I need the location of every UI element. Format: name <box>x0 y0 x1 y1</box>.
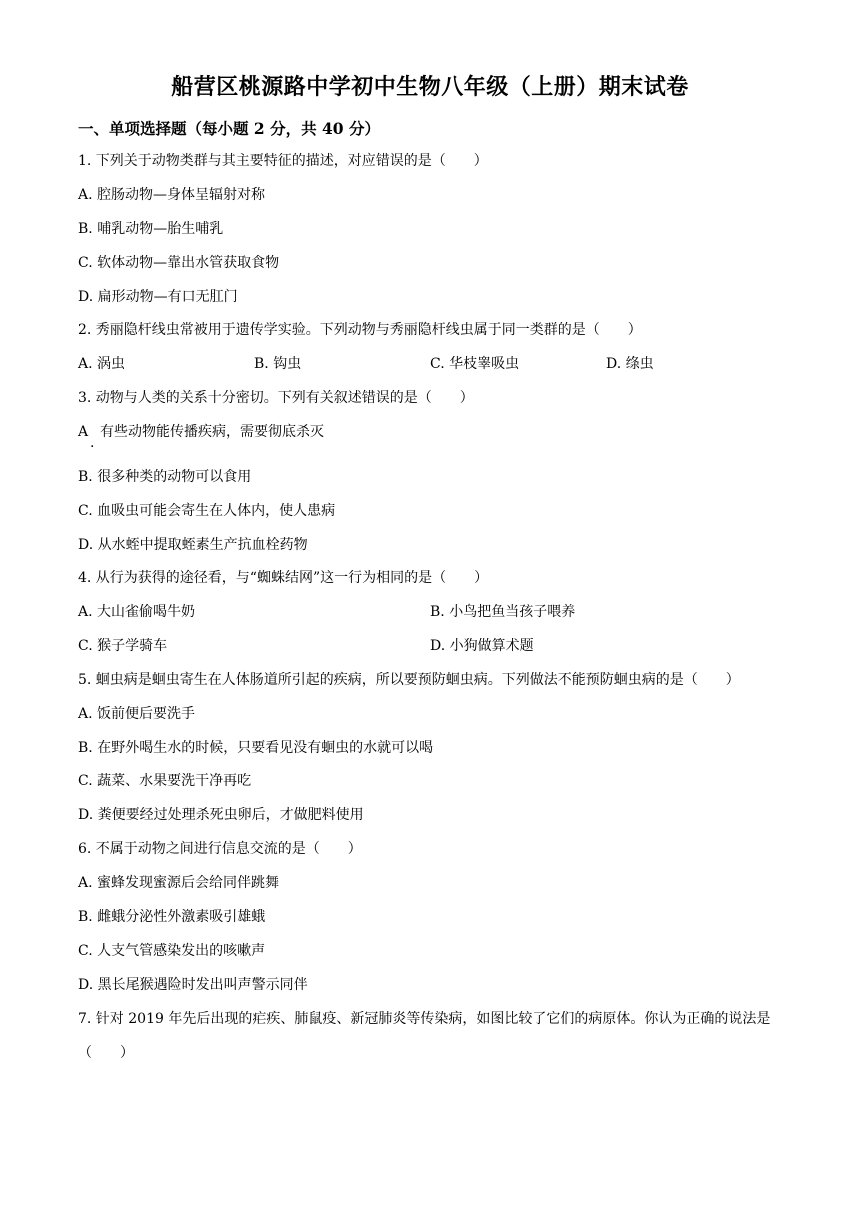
question-3-option-b: B. 很多种类的动物可以食用 <box>78 469 252 485</box>
question-5-option-a: A. 饭前便后要洗手 <box>78 706 196 722</box>
question-4-stem: 4. 从行为获得的途径看，与“蜘蛛结网”这一行为相同的是（ ） <box>78 570 489 586</box>
question-6-option-c: C. 人支气管感染发出的咳嗽声 <box>78 943 266 959</box>
question-3-option-c: C. 血吸虫可能会寄生在人体内，使人患病 <box>78 503 336 519</box>
question-1-option-d: D. 扁形动物—有口无肛门 <box>78 289 238 305</box>
question-2-option-d: D. 绦虫 <box>606 356 654 372</box>
question-1-option-a: A. 腔肠动物—身体呈辐射对称 <box>78 187 266 203</box>
question-3-option-d: D. 从水蛭中提取蛭素生产抗血栓药物 <box>78 537 308 553</box>
question-6-option-a: A. 蜜蜂发现蜜源后会给同伴跳舞 <box>78 875 280 891</box>
question-2-stem: 2. 秀丽隐杆线虫常被用于遗传学实验。下列动物与秀丽隐杆线虫属于同一类群的是（ ） <box>78 322 642 338</box>
question-1-option-c: C. 软体动物—靠出水管获取食物 <box>78 255 280 271</box>
question-3-dot-mark: · <box>90 439 95 455</box>
question-3-option-a-letter: A <box>78 424 89 440</box>
question-2-option-c: C. 华枝睾吸虫 <box>430 356 520 372</box>
question-4-option-d: D. 小狗做算术题 <box>430 638 534 654</box>
question-4-option-c: C. 猴子学骑车 <box>78 638 168 654</box>
question-5-option-d: D. 粪便要经过处理杀死虫卵后，才做肥料使用 <box>78 807 364 823</box>
question-2-option-b: B. 钩虫 <box>254 356 302 372</box>
question-5-option-b: B. 在野外喝生水的时候，只要看见没有蛔虫的水就可以喝 <box>78 740 434 756</box>
question-1-stem: 1. 下列关于动物类群与其主要特征的描述，对应错误的是（ ） <box>78 153 488 169</box>
page-title: 船营区桃源路中学初中生物八年级（上册）期末试卷 <box>171 74 689 100</box>
section-heading: 一、单项选择题（每小题 2 分，共 40 分） <box>78 119 380 138</box>
question-7-stem: 7. 针对 2019 年先后出现的疟疾、肺鼠疫、新冠肺炎等传染病，如图比较了它们的病原体。你认为正确的说法是（ ） <box>78 1011 771 1061</box>
question-6-option-d: D. 黑长尾猴遇险时发出叫声警示同伴 <box>78 977 308 993</box>
question-4-option-a: A. 大山雀偷喝牛奶 <box>78 604 196 620</box>
question-6-option-b: B. 雌蛾分泌性外激素吸引雄蛾 <box>78 909 266 925</box>
question-3-option-a: 有些动物能传播疾病，需要彻底杀灭 <box>100 424 324 440</box>
question-5-option-c: C. 蔬菜、水果要洗干净再吃 <box>78 773 252 789</box>
question-3-stem: 3. 动物与人类的关系十分密切。下列有关叙述错误的是（ ） <box>78 390 474 406</box>
question-2-option-a: A. 涡虫 <box>78 356 126 372</box>
question-5-stem: 5. 蛔虫病是蛔虫寄生在人体肠道所引起的疾病，所以要预防蛔虫病。下列做法不能预防蛔虫病的是（ ） <box>78 672 740 688</box>
question-1-option-b: B. 哺乳动物—胎生哺乳 <box>78 221 224 237</box>
question-6-stem: 6. 不属于动物之间进行信息交流的是（ ） <box>78 841 362 857</box>
question-4-option-b: B. 小鸟把鱼当孩子喂养 <box>430 604 576 620</box>
